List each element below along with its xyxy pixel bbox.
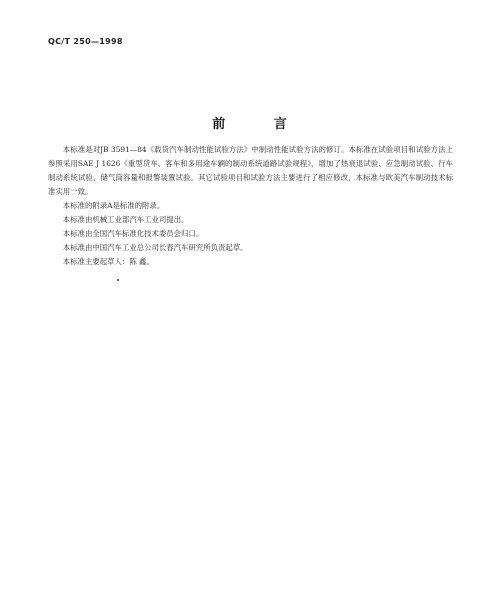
foreword-line-centralized: 本标准由全国汽车标准化技术委员会归口。 (62, 229, 204, 238)
scan-speck (117, 279, 119, 281)
foreword-line-appendix: 本标准的附录A是标准的附录。 (62, 201, 165, 210)
foreword-body (48, 143, 453, 269)
page-title: 前 言 (212, 117, 309, 132)
foreword-line-proposer: 本标准由机械工业部汽车工业司提出。 (62, 215, 189, 224)
standard-code: QC/T 250—1998 (48, 37, 123, 46)
foreword-line-drafter-org: 本标准由中国汽车工业总公司长春汽车研究所负责起草。 (62, 243, 248, 252)
foreword-line-drafters: 本标准主要起草人：陈 鑫。 (62, 257, 154, 266)
foreword-paragraph-main: 本标准是对JB 3591—84《载货汽车制动性能试验方法》中制动性能试验方法的修订。本标准在试验项目和试验方法上参照采用SAE J 1626《重型货车、客车和多用途车辆的制动系统道路试验规程》，增加了热衰退试验、应急制动试验、行车制动系统试验，储气筒容量和报警装置试验。其它试验项目和试验方法主要进行了相应修改，本标准与欧美汽车制动技术标准实用一致。 (48, 145, 453, 196)
